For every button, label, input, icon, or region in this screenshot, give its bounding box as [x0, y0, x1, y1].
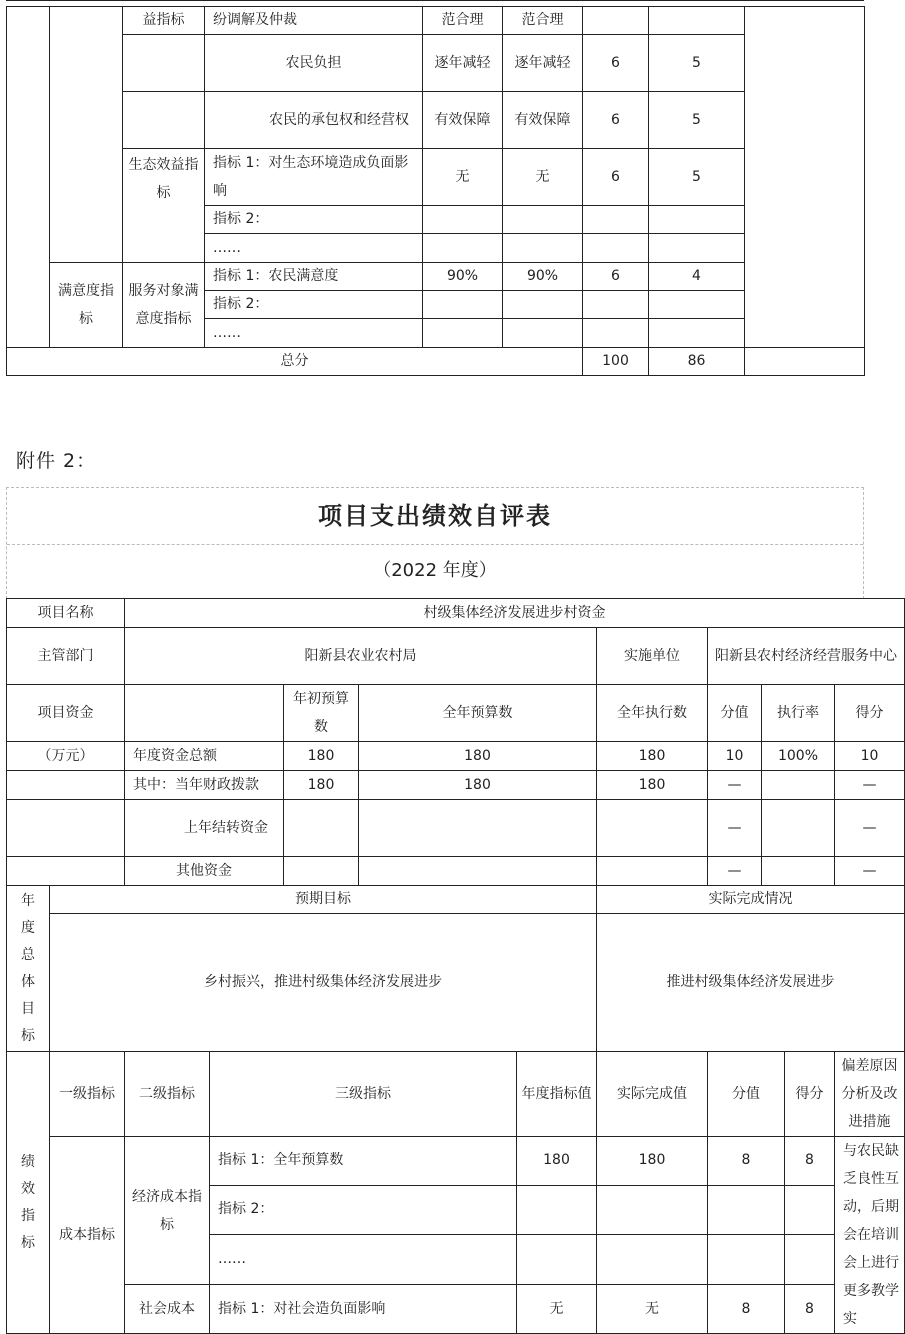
funds-initial: 180 [284, 771, 359, 800]
funds-rate [762, 857, 835, 886]
actual-value: 逐年减轻 [503, 35, 583, 92]
impl-value: 阳新县农村经济经营服务中心 [708, 628, 905, 685]
total-score: 86 [649, 348, 745, 376]
l3-indicator: 指标 2： [205, 291, 423, 319]
perf-l3: 指标 2： [210, 1185, 517, 1234]
funds-exec: 180 [597, 771, 708, 800]
hdr-initial: 年初预算数 [284, 685, 359, 742]
perf-target: 无 [517, 1285, 597, 1334]
score-value: 5 [649, 92, 745, 149]
l3-indicator: 指标 1：对生态环境造成负面影响 [205, 149, 423, 206]
perf-hdr-l3: 三级指标 [210, 1052, 517, 1137]
funds-exec [597, 857, 708, 886]
funds-rate: 100% [762, 742, 835, 771]
total-label: 总分 [7, 348, 583, 376]
l2-indicator: 服务对象满意度指标 [123, 263, 205, 348]
actual-value: 无 [503, 149, 583, 206]
goal-side-label: 年度总体目标 [7, 886, 50, 1052]
funds-row-label: 上年结转资金 [125, 800, 284, 857]
perf-actual: 无 [597, 1285, 708, 1334]
funds-unit: （万元） [7, 742, 125, 771]
perf-l2: 社会成本 [125, 1285, 210, 1334]
performance-table-continued [6, 6, 865, 376]
total-weight: 100 [583, 348, 649, 376]
l3-indicator: 指标 2： [205, 206, 423, 234]
goal-expected: 乡村振兴，推进村级集体经济发展进步 [50, 914, 597, 1052]
funds-weight: 10 [708, 742, 762, 771]
funds-weight: — [708, 771, 762, 800]
l1-indicator: 满意度指标 [50, 263, 123, 348]
perf-l1-cost: 成本指标 [50, 1137, 125, 1334]
score-value: 4 [649, 263, 745, 291]
form-title: 项目支出绩效自评表 [318, 501, 552, 530]
funds-score: — [835, 771, 905, 800]
l2-indicator: 益指标 [123, 7, 205, 35]
l3-indicator: 指标 1：农民满意度 [205, 263, 423, 291]
weight-value: 6 [583, 149, 649, 206]
perf-hdr-actual: 实际完成值 [597, 1052, 708, 1137]
top-rule [6, 0, 864, 1]
funds-weight: — [708, 857, 762, 886]
hdr-exec: 全年执行数 [597, 685, 708, 742]
l2-indicator: 生态效益指标 [123, 149, 205, 263]
perf-l3: 指标 1：全年预算数 [210, 1137, 517, 1186]
funds-row-label: 其他资金 [125, 857, 284, 886]
l3-indicator: 农民负担 [205, 35, 423, 92]
perf-side-label: 绩效指标 [7, 1052, 50, 1334]
hdr-score: 得分 [835, 685, 905, 742]
funds-rate [762, 800, 835, 857]
l3-indicator: …… [205, 234, 423, 263]
project-name-label: 项目名称 [7, 599, 125, 628]
l3-indicator: …… [205, 319, 423, 348]
target-value: 无 [423, 149, 503, 206]
perf-actual: 180 [597, 1137, 708, 1186]
goal-expected-header: 预期目标 [50, 886, 597, 914]
funds-row-label: 其中：当年财政拨款 [125, 771, 284, 800]
funds-label: 项目资金 [7, 685, 125, 742]
project-name: 村级集体经济发展进步村资金 [125, 599, 905, 628]
target-value: 范合理 [423, 7, 503, 35]
perf-l3: 指标 1：对社会造负面影响 [210, 1285, 517, 1334]
perf-hdr-reason: 偏差原因分析及改进措施 [835, 1052, 905, 1137]
perf-hdr-target: 年度指标值 [517, 1052, 597, 1137]
perf-weight: 8 [708, 1285, 785, 1334]
perf-hdr-weight: 分值 [708, 1052, 785, 1137]
funds-initial [284, 857, 359, 886]
actual-value: 90% [503, 263, 583, 291]
perf-l2-econ: 经济成本指标 [125, 1137, 210, 1285]
funds-score: — [835, 857, 905, 886]
empty-side-cell [7, 7, 50, 348]
project-expenditure-table [6, 598, 905, 1334]
funds-score: 10 [835, 742, 905, 771]
funds-score: — [835, 800, 905, 857]
hdr-full: 全年预算数 [359, 685, 597, 742]
l3-indicator: 纷调解及仲裁 [205, 7, 423, 35]
funds-weight: — [708, 800, 762, 857]
target-value: 逐年减轻 [423, 35, 503, 92]
funds-initial: 180 [284, 742, 359, 771]
perf-hdr-l2: 二级指标 [125, 1052, 210, 1137]
hdr-rate: 执行率 [762, 685, 835, 742]
funds-exec: 180 [597, 742, 708, 771]
funds-row-label: 年度资金总额 [125, 742, 284, 771]
target-value: 90% [423, 263, 503, 291]
funds-rate [762, 771, 835, 800]
perf-hdr-score: 得分 [785, 1052, 835, 1137]
attachment-label: 附件 2： [16, 450, 97, 472]
dept-value: 阳新县农业农村局 [125, 628, 597, 685]
reason-cell [745, 7, 865, 348]
weight-value: 6 [583, 263, 649, 291]
form-title-box [6, 487, 864, 599]
empty-l1-cell [50, 7, 123, 263]
funds-full: 180 [359, 771, 597, 800]
dept-label: 主管部门 [7, 628, 125, 685]
perf-l3: …… [210, 1234, 517, 1285]
funds-exec [597, 800, 708, 857]
impl-label: 实施单位 [597, 628, 708, 685]
goal-actual-header: 实际完成情况 [597, 886, 905, 914]
actual-value: 有效保障 [503, 92, 583, 149]
goal-actual: 推进村级集体经济发展进步 [597, 914, 905, 1052]
title-divider [7, 544, 863, 545]
perf-weight: 8 [708, 1137, 785, 1186]
funds-full: 180 [359, 742, 597, 771]
perf-score: 8 [785, 1285, 835, 1334]
perf-target: 180 [517, 1137, 597, 1186]
hdr-weight: 分值 [708, 685, 762, 742]
funds-initial [284, 800, 359, 857]
funds-full [359, 857, 597, 886]
target-value: 有效保障 [423, 92, 503, 149]
weight-value: 6 [583, 35, 649, 92]
actual-value: 范合理 [503, 7, 583, 35]
score-value: 5 [649, 149, 745, 206]
l3-indicator: 农民的承包权和经营权 [205, 92, 423, 149]
perf-hdr-l1: 一级指标 [50, 1052, 125, 1137]
perf-reason: 与农民缺乏良性互动，后期会在培训会上进行更多教学实 [835, 1137, 905, 1334]
weight-value: 6 [583, 92, 649, 149]
funds-full [359, 800, 597, 857]
form-year: （2022 年度） [373, 560, 497, 581]
perf-score: 8 [785, 1137, 835, 1186]
score-value: 5 [649, 35, 745, 92]
